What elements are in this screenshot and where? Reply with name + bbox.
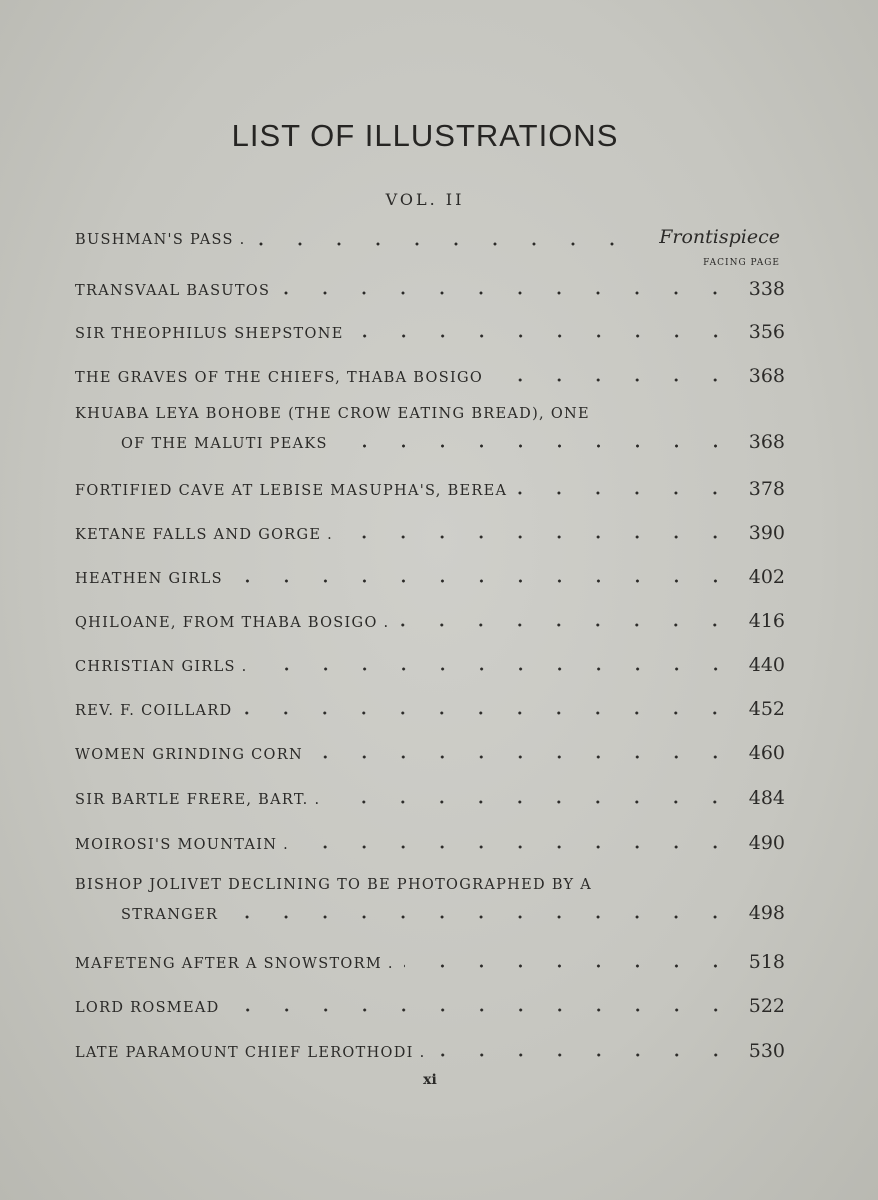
entry-page-number: 518: [748, 951, 785, 973]
volume-heading: VOL. II: [385, 190, 465, 209]
list-item: [75, 478, 785, 500]
dot-leader: [313, 755, 735, 759]
list-item: [75, 995, 785, 1017]
dot-leader: [399, 623, 734, 627]
entry-page-number: 522: [748, 995, 785, 1017]
page-title: LIST OF ILLUSTRATIONS: [231, 118, 619, 153]
list-item: [75, 321, 785, 343]
dot-leader: [233, 579, 735, 583]
entry-title: KETANE FALLS AND GORGE .: [75, 527, 334, 543]
entry-page-number: 498: [748, 902, 785, 924]
dot-leader: [436, 1053, 735, 1057]
list-item: [75, 365, 785, 387]
list-item: [75, 742, 785, 764]
dot-leader: [242, 711, 734, 715]
entry-page-number: 368: [748, 365, 785, 387]
entry-title: SIR THEOPHILUS SHEPSTONE: [75, 326, 344, 342]
entry-title: MOIROSI'S MOUNTAIN .: [75, 837, 290, 853]
entry-page-number: 440: [748, 654, 785, 676]
entry-title: THE GRAVES OF THE CHIEFS, THABA BOSIGO: [75, 370, 484, 386]
list-item: [75, 566, 785, 588]
entry-title: CHRISTIAN GIRLS .: [75, 659, 248, 675]
list-item: [75, 278, 785, 300]
entry-title: REV. F. COILLARD: [75, 703, 233, 719]
entry-page-number: 452: [748, 698, 785, 720]
dot-leader: [338, 444, 735, 448]
list-item: [75, 522, 785, 544]
dot-leader: [258, 667, 735, 671]
entry-page-number: 378: [748, 478, 785, 500]
dot-leader: [228, 915, 735, 919]
dot-leader: [493, 378, 735, 382]
list-item: [75, 610, 785, 632]
frontispiece-label: Frontispiece: [659, 226, 780, 248]
dot-leader: [517, 491, 734, 495]
entry-title: QHILOANE, FROM THABA BOSIGO .: [75, 615, 390, 631]
entry-page-number: 490: [748, 832, 785, 854]
entry-page-number: 460: [748, 742, 785, 764]
entry-title: LATE PARAMOUNT CHIEF LEROTHODI .: [75, 1045, 426, 1061]
entry-title: LORD ROSMEAD: [75, 1000, 220, 1016]
entry-page-number: 390: [748, 522, 785, 544]
dot-leader: [330, 800, 734, 804]
list-item: [75, 877, 785, 924]
entry-title: WOMEN GRINDING CORN: [75, 747, 303, 763]
list-item: [75, 832, 785, 854]
dot-leader: [256, 242, 631, 246]
entry-page-number: 416: [748, 610, 785, 632]
entry-title: STRANGER: [121, 907, 219, 923]
list-item: [75, 698, 785, 720]
entry-title: BISHOP JOLIVET DECLINING TO BE PHOTOGRAPHED BY A: [75, 877, 593, 893]
dot-leader: [354, 334, 735, 338]
facing-page-label: FACING PAGE: [703, 258, 780, 268]
entry-title: HEATHEN GIRLS: [75, 571, 223, 587]
entry-title: FORTIFIED CAVE AT LEBISE MASUPHA'S, BEREA: [75, 483, 508, 499]
dot-leader: [280, 291, 735, 295]
list-item: [75, 406, 785, 453]
list-item: [75, 1040, 785, 1062]
entry-title: BUSHMAN'S PASS .: [75, 232, 246, 248]
list-item: [75, 654, 785, 676]
entry-page-number: 530: [748, 1040, 785, 1062]
dot-leader: [343, 535, 735, 539]
entry-title: SIR BARTLE FRERE, BART. .: [75, 792, 321, 808]
list-item: [75, 951, 785, 973]
dot-leader: [230, 1008, 735, 1012]
entry-title: TRANSVAAL BASUTOS: [75, 283, 271, 299]
dot-leader: [404, 964, 735, 968]
list-item: [75, 232, 645, 248]
page-number: xi: [423, 1072, 437, 1088]
entry-page-number: 368: [748, 431, 785, 453]
entry-page-number: 356: [748, 321, 785, 343]
dot-leader: [299, 845, 735, 849]
entry-page-number: 484: [748, 787, 785, 809]
entry-title: KHUABA LEYA BOHOBE (THE CROW EATING BREAD), ONE: [75, 406, 590, 422]
list-item: [75, 787, 785, 809]
entry-title: OF THE MALUTI PEAKS: [121, 436, 328, 452]
entry-page-number: 402: [748, 566, 785, 588]
entry-title: MAFETENG AFTER A SNOWSTORM .: [75, 956, 394, 972]
entry-page-number: 338: [748, 278, 785, 300]
